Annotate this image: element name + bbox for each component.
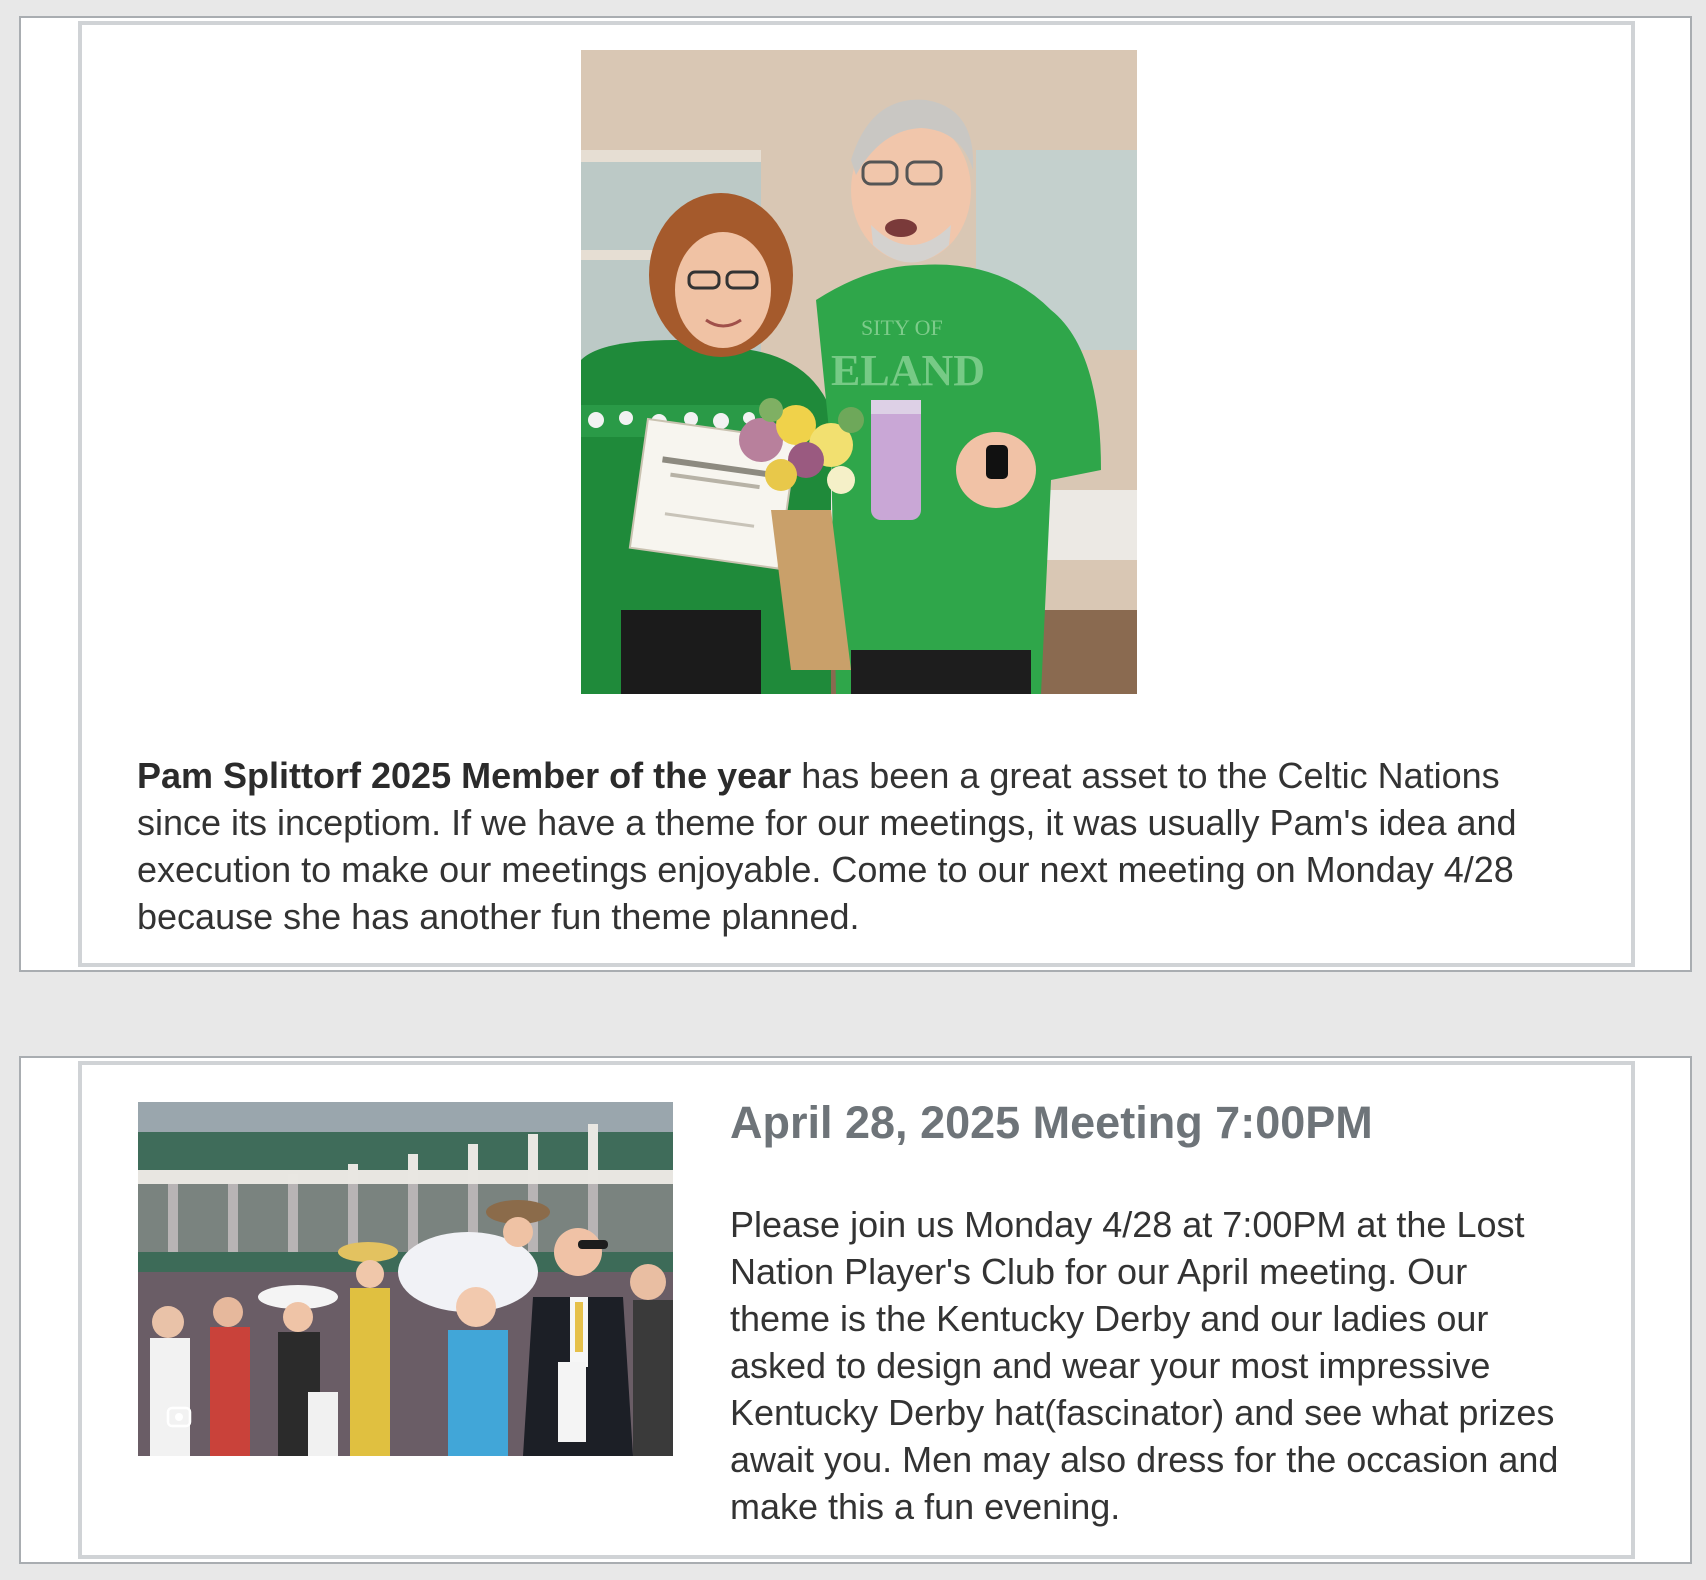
member-name-heading: Pam Splittorf 2025 Member of the year bbox=[137, 755, 792, 796]
svg-text:SITY OF: SITY OF bbox=[861, 315, 943, 340]
meeting-description: Please join us Monday 4/28 at 7:00PM at the Lost Nation Player's Club for our April meeting. Our theme is the Kentucky Derby and our ladies our asked to design and wear your most impressive Kentucky Derby hat(fascinator) and see what prizes await you. Men may also dress for the occasion and make this a fun evening. bbox=[730, 1204, 1559, 1527]
member-description: has been a great asset to the Celtic Nations since its inceptiom. If we have a theme for our meetings, it was usually Pam's idea and execution to make our meetings enjoyable. Come to our next meeting on Monday 4/28 because she has another fun theme planned. bbox=[137, 755, 1517, 937]
meeting-card bbox=[78, 1061, 1635, 1559]
svg-text:ELAND: ELAND bbox=[831, 346, 986, 395]
kentucky-derby-crowd-photo[interactable] bbox=[138, 1102, 673, 1456]
member-of-year-caption bbox=[137, 752, 1527, 940]
member-award-photo[interactable] bbox=[581, 50, 1137, 694]
member-of-year-card bbox=[78, 21, 1635, 967]
meeting-section bbox=[19, 1056, 1692, 1564]
meeting-title: April 28, 2025 Meeting 7:00PM bbox=[730, 1097, 1373, 1148]
member-of-year-section bbox=[19, 16, 1692, 972]
